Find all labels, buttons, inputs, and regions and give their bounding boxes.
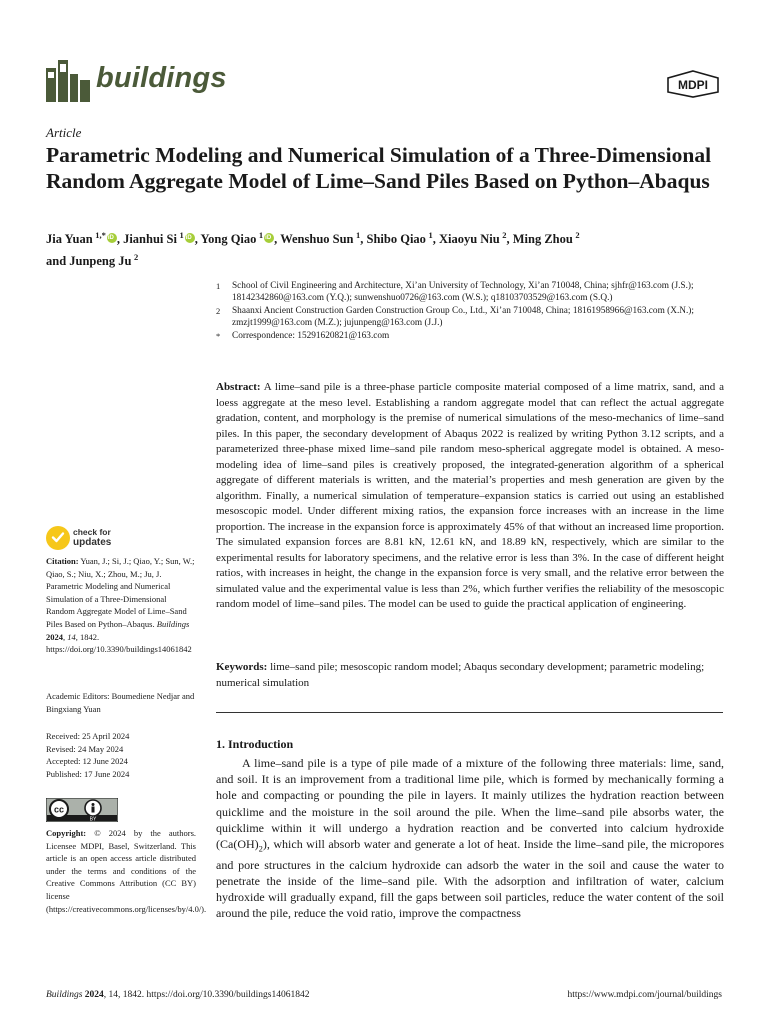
affiliation-mark: 1 [216,281,221,291]
author-affil-sup: 2 [133,252,139,263]
authors-and: and [46,254,67,269]
author-affil-sup: 1,* [95,230,106,240]
author-name[interactable]: Junpeng Ju [69,254,132,269]
intro-text-1: A lime–sand pile is a type of pile made of a mixture of the following three materials: lime, sand, and soil. It is an improvement from a traditional lime pile, which is formed by mechanically forming a hole and compacting or pounding the pile in layers. It mainly utilizes the hydration reaction between quicklime and the moisture in the soil around the pile. When the lime–sand pile absorbs water, the quicklime within it will undergo a hydration reaction and be converted into calcium hydroxide (Ca(OH) [216,756,724,852]
copyright-label: Copyright: [46,828,87,838]
svg-text:cc: cc [53,804,65,815]
intro-subscript: 2 [258,843,263,854]
publication-dates [46,730,196,780]
citation-label: Citation: [46,556,79,566]
intro-paragraph [216,755,724,921]
footer-journal-url[interactable]: https://www.mdpi.com/journal/buildings [567,990,722,1000]
citation-year: 2024 [46,631,63,642]
mdpi-logo-icon[interactable] [666,70,720,98]
paper-title: Parametric Modeling and Numerical Simulation of a Three-Dimensional Random Aggregate Model of Lime–Sand Piles Based on Python–Abaqus [46,143,712,193]
journal-name[interactable]: buildings [96,62,227,94]
affiliation-item [216,330,726,342]
cc-by-label: BY [89,816,97,822]
mdpi-logo-text: MDPI [678,78,708,92]
footer-ref[interactable]: , 14, 1842. https://doi.org/10.3390/buildings14061842 [103,990,310,1000]
orcid-icon[interactable] [264,233,274,243]
author-affil-sup: 2 [502,230,507,240]
affiliation-text: Correspondence: 15291620821@163.com [232,330,390,341]
author-name[interactable]: Jianhui Si [123,232,177,247]
author-name[interactable]: Jia Yuan [46,232,93,247]
citation-volume: 14 [67,631,76,642]
copyright-text: © 2024 by the authors. Licensee MDPI, Basel, Switzerland. This article is an open access article distributed under the terms and conditions of the Creative Commons Attribution (CC BY) license (https://creativecommons.org/licenses/by/4.0/). [46,828,207,914]
author-name[interactable]: Yong Qiao [200,232,257,247]
citation-journal: Buildings [156,618,190,629]
checkmark-icon [50,529,66,545]
footer-year: 2024 [84,990,104,1000]
accepted-date: Accepted: 12 June 2024 [46,756,128,767]
orcid-icon[interactable] [107,233,117,243]
author-affil-sup: 1 [428,230,433,240]
author-name[interactable]: Ming Zhou [512,232,573,247]
affiliation-item [216,305,726,330]
author-name[interactable]: Xiaoyu Niu [438,232,500,247]
author-affil-sup: 1 [356,230,361,240]
affiliation-mark: 2 [216,305,221,316]
affiliations [216,280,726,342]
citation-block: Citation: Yuan, J.; Si, J.; Qiao, Y.; Sun, W.; Qiao, S.; Niu, X.; Zhou, M.; Ju, J. Parametric Modeling and Numerical Simulation of a Three-Dimensional Random Aggregate Model of Lime–Sand Piles Based on Python–Abaqus. Buildings 2024, 14, 1842. https://doi.org/10.3390/buildings14061842 [46,556,195,655]
citation-text: Yuan, J.; Si, J.; Qiao, Y.; Sun, W.; Qiao, S.; Niu, X.; Zhou, M.; Ju, J. Parametric Modeling and Numerical Simulation of a Three-Dimensional Random Aggregate Model of Lime–Sand Piles Based on Python–Abaqus. [46,556,195,629]
author-name[interactable]: Shibo Qiao [366,232,426,247]
author-affil-sup: 1 [179,230,184,240]
author-affil-sup: 2 [575,230,580,240]
cc-by-license-icon[interactable] [46,798,118,822]
abstract [216,380,724,613]
author-list: Jia Yuan $^{1,*}$iD , Jianhui Si $^1$iD , Yong Qiao $^1$iD , Wenshuo Sun $^1$, Shibo Qiao $^1$, Xiaoyu Niu $^2$, Ming Zhou $^2$ and Junpeng Ju $^2$ [46,226,736,270]
check-for-updates-text[interactable]: updates [73,537,112,548]
affiliation-item [216,280,726,305]
published-date: Published: 17 June 2024 [46,768,130,779]
received-date: Received: 25 April 2024 [46,731,130,741]
orcid-icon[interactable] [185,233,195,243]
citation-doi[interactable]: 1842. https://doi.org/10.3390/buildings14061842 [46,631,192,655]
author-name[interactable]: Wenshuo Sun [280,232,354,247]
intro-text-2: ), which will absorb water and generate a lot of heat. Inside the lime–sand pile, the micropores and pore structures in the calcium hydroxide can adsorb the water in the soil and cause the water to penetrate the inside of the lime–sand pile. With the adsorption and infiltration of water, calcium hydroxide will gradually expand, fill the gaps between soil particles, reduce the water content of the soil around the pile, reduce the void ratio, improve the compactness [216,837,724,921]
author-affil-sup: 1 [258,230,264,240]
check-for-updates-text[interactable]: check for [73,527,111,537]
abstract-text: A lime–sand pile is a three-phase particle composite material composed of a lime matrix, sand, and a loess aggregate at the meso level. Establishing a random aggregate model that can reflect the actual aggregate gradation, content, and morphology is the premise of numerical simulations of the meso-mechanics of lime–sand piles. In this paper, the secondary development of Abaqus 2022 is realized by writing Python 3.12 scripts, and a parameterized three-phase mixed lime–sand pile random meso-spherical aggregate model is obtained. A meso-modeling idea of lime–sand piles is creatively proposed, the integrated-generation algorithm of a spherical aggregate of different materials is written, and the material’s properties and mesh generation are given by the algorithm. Finally, a numerical simulation of temperature–expansion statics is carried out using an established mesoscopic model. Under different mixing ratios, the expansion force increases with an increase in the lime proportion. The increase in the expansion force is approximately 45% of that without an increased lime proportion. The simulated expansion forces are 8.81 kN, 12.61 kN, and 18.89 kN, respectively, which are similar to the experimental results for laboratory specimens, and the relative error is less than 3%. In the case of different height ratios, with increases in height, the change in the expansion force is very small, and the relative error between the simulated value and the experimental value is less than 2%, which further verifies the reliability of the mesoscopic random model of lime–sand piles. The model can be used to guide the practical application of engineering. [216,381,724,610]
article-type: Article [46,125,82,140]
revised-date: Revised: 24 May 2024 [46,743,124,754]
footer-journal: Buildings [46,990,83,1000]
keywords [216,660,724,691]
affiliation-mark: * [216,330,221,341]
abstract-label: Abstract: [216,381,261,393]
keywords-label: Keywords: [216,661,268,673]
footer-citation [46,990,309,1000]
buildings-logo-icon [46,60,90,102]
copyright-block [46,827,207,915]
academic-editors: Academic Editors: Boumediene Nedjar and Bingxiang Yuan [46,691,195,714]
section-divider [216,712,723,713]
affiliation-text: School of Civil Engineering and Architecture, Xi’an University of Technology, Xi’an 710048, China; sjhfr@163.com (J.S.); 18142342860@163.com (Y.Q.); sunwenshuo0726@163.com (W.S.); q18103703529@163.com (S.Q.) [232,281,694,304]
keywords-text: lime–sand pile; mesoscopic random model; Abaqus secondary development; parametric modeling; numerical simulation [216,661,705,689]
section-heading: 1. Introduction [216,737,294,751]
affiliation-text: Shaanxi Ancient Construction Garden Construction Group Co., Ltd., Xi’an 710048, China; 18161958966@163.com (X.N.); zmzjt1999@163.com (M.Z.); jujunpeng@163.com (J.J.) [232,305,694,329]
